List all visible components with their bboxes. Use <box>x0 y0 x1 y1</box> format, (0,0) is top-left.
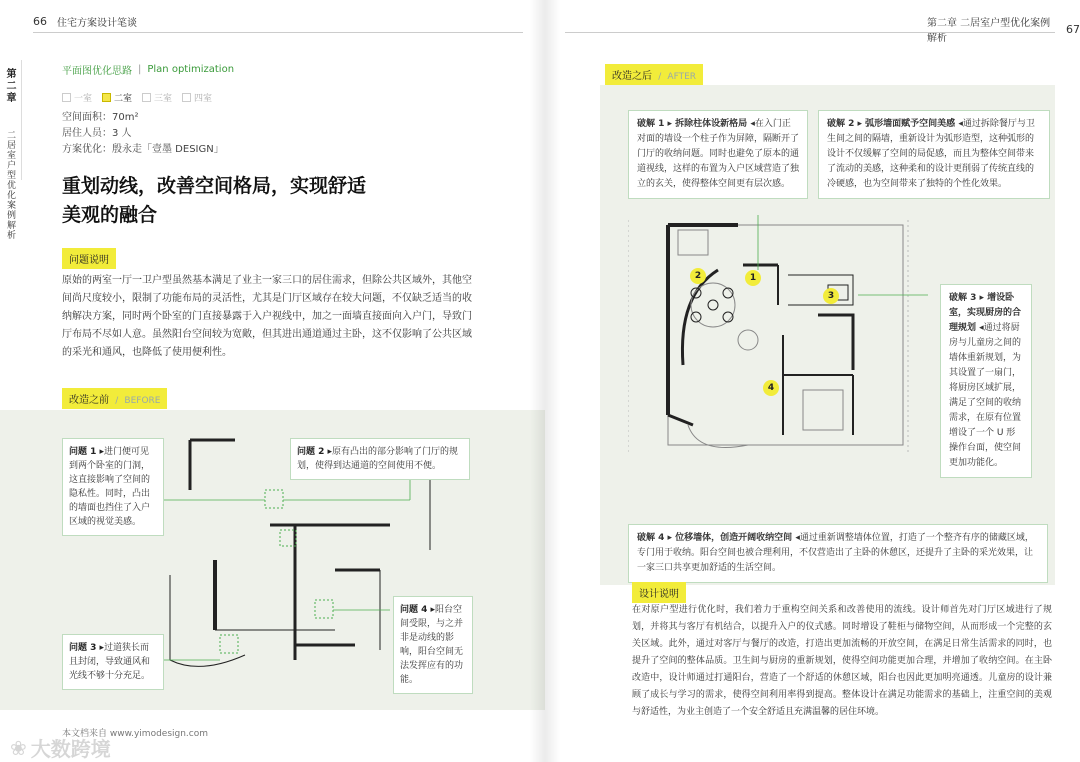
left-page-number: 66 <box>33 15 47 28</box>
after-tag-sep: / <box>658 72 662 82</box>
after-floorplan <box>628 215 928 515</box>
room-label: 一室 <box>74 94 93 104</box>
left-footer: 本文档来自 www.yimodesign.com <box>62 729 209 739</box>
room-option-4 <box>182 91 212 104</box>
note-text: 阳台空间受限，与之并非是动线的影响，阳台空间无法发挥应有的功能。 <box>400 605 464 685</box>
note-text: 原有凸出的部分影响了门厅的规划，使得到达通道的空间使用不便。 <box>297 447 459 471</box>
note-title: 问题 2 ▸ <box>297 447 333 457</box>
kicker-separator: | <box>138 64 142 75</box>
right-header <box>927 14 1080 44</box>
left-header <box>33 14 137 29</box>
right-chapter: 第二章 二居室户型优化案例解析 <box>927 18 1051 44</box>
room-checkbox <box>182 93 191 102</box>
design-tag: 设计说明 <box>632 582 686 603</box>
after-note-2 <box>818 110 1050 199</box>
badge-1: 1 <box>745 270 761 286</box>
note-title: 破解 4 ▸ 位移墙体，创造开阔收纳空间 ◂ <box>637 533 800 543</box>
before-tag-en: BEFORE <box>124 396 161 406</box>
badge-3: 3 <box>823 288 839 304</box>
room-count-selector <box>62 91 212 104</box>
before-note-1 <box>62 438 164 536</box>
design-text: 在对原户型进行优化时，我们着力于重构空间关系和改善使用的流线。设计师首先对门厅区域进行了规划，并将其与客厅有机结合，以提升入户的仪式感。同时增设了鞋柜与储物空间，从而形成一个完整的玄关区域。此外，通过对客厅与餐厅的改造，打造出更加流畅的开放空间，在满足日常生活需求的同时，也提升了空间的整体品质。卫生间与厨房的重新规划，使得空间功能更加合理，并增加了收纳空间。在主卧改造中，设计师通过打通阳台，营造了一个舒适的休憩区域，阳台也因此更加明亮通透。儿童房的设计兼顾了成长与学习的需求，使得空间利用率得到提高。整体设计在满足功能需求的基础上，注重空间的美观与舒适性，为业主创造了一个安全舒适且充满温馨的居住环境。 <box>632 605 1052 717</box>
badge-4: 4 <box>763 380 779 396</box>
page-title <box>62 172 422 230</box>
title-line-1: 重划动线，改善空间格局，实现舒适 <box>62 175 367 197</box>
right-header-rule <box>565 32 1055 33</box>
badge-2: 2 <box>690 268 706 284</box>
before-tag-sep: / <box>115 396 119 406</box>
note-text: 在入门正对面的墙设一个柱子作为屏障，隔断开了门厅的收纳问题。同时也避免了原本的通道视线，这样的布置为入户区域营造了独立的玄关，使得整体空间更有层次感。 <box>637 119 800 189</box>
room-label: 四室 <box>194 94 213 104</box>
after-note-4 <box>628 524 1048 583</box>
project-meta <box>62 110 224 158</box>
room-checkbox <box>62 93 71 102</box>
room-option-1 <box>62 91 92 104</box>
section-kicker <box>62 62 234 77</box>
chapter-side-tab: 第二章 <box>0 60 22 180</box>
problem-tag: 问题说明 <box>62 248 116 269</box>
chapter-side-subtitle: 二居室户型优化案例解析 <box>5 130 15 240</box>
after-tag-en: AFTER <box>667 72 697 82</box>
kicker-zh: 平面图优化思路 <box>62 66 132 77</box>
note-title: 破解 3 ▸ 增设卧室，实现厨房的合理规划 ◂ <box>949 293 1022 333</box>
note-title: 破解 1 ▸ 拆除柱体设新格局 ◂ <box>637 119 755 129</box>
note-title: 问题 1 ▸ <box>69 447 105 457</box>
kicker-en: Plan optimization <box>147 64 235 75</box>
room-checkbox <box>102 93 111 102</box>
room-option-3 <box>142 91 172 104</box>
watermark <box>10 733 111 762</box>
left-header-rule <box>33 32 523 33</box>
before-note-4 <box>393 596 473 694</box>
room-option-2 <box>102 91 132 104</box>
meta-residents: 居住人员：3 人 <box>62 128 132 139</box>
meta-area: 空间面积：70m² <box>62 112 139 123</box>
after-note-3 <box>940 284 1032 478</box>
before-tag <box>62 388 167 409</box>
note-text: 通过拆除餐厅与卫生间之间的隔墙，重新设计为弧形造型，这种弧形的设计不仅缓解了空间的局促感，而且为整体空间带来了流动的美感，这种柔和的设计更削弱了传统直线的冷硬感，也为空间带来了独特的个性化效果。 <box>827 119 1035 189</box>
before-note-3 <box>62 634 164 690</box>
room-checkbox <box>142 93 151 102</box>
meta-designer: 方案优化：殷永走「壹墨 DESIGN」 <box>62 144 224 155</box>
note-text: 通过将厨房与儿童房之间的墙体重新规划，为其设置了一扇门，将厨房区域扩展，满足了空间的收纳需求，在原有位置增设了一个 U 形操作台面，使空间更加功能化。 <box>949 323 1022 468</box>
before-note-2 <box>290 438 470 480</box>
after-note-1 <box>628 110 808 199</box>
watermark-text: 大数跨境 <box>30 737 111 761</box>
note-title: 破解 2 ▸ 弧形墙面赋予空间美感 ◂ <box>827 119 963 129</box>
room-label: 三室 <box>154 94 173 104</box>
watermark-icon: ❀ <box>10 735 27 760</box>
note-text: 进门便可见到两个卧室的门洞，这直接影响了空间的隐私性。同时，凸出的墙面也挡住了入户区域的视觉美感。 <box>69 447 151 527</box>
note-title: 问题 3 ▸ <box>69 643 105 653</box>
problem-text: 原始的两室一厅一卫户型虽然基本满足了业主一家三口的居住需求，但除公共区域外，其他空间尚尺度较小，限制了功能布局的灵活性，尤其是门厅区域存在较大问题，不仅缺乏适当的收纳解决方案，同时两个卧室的门直接暴露于入户视线中，加之一面墙直接面向入户门，导致门厅布局不尽如人意。虽然阳台空间较为宽敞，但其进出通道通过主卧，这不仅影响了公共区域的采光和通风，也降低了使用便利性。 <box>62 275 472 358</box>
right-page-number: 67 <box>1066 22 1080 36</box>
before-tag-zh: 改造之前 <box>69 395 109 406</box>
after-tag-zh: 改造之后 <box>612 71 652 82</box>
after-tag <box>605 64 703 85</box>
title-line-2: 美观的融合 <box>62 204 158 226</box>
note-text: 过道狭长而且封闭，导致通风和光线不够十分充足。 <box>69 643 151 681</box>
note-title: 问题 4 ▸ <box>400 605 436 615</box>
room-label: 二室 <box>114 94 133 104</box>
left-book-title: 住宅方案设计笔谈 <box>57 18 137 29</box>
note-text: 通过重新调整墙体位置，打造了一个整齐有序的储藏区域，专门用于收纳。阳台空间也被合理利用，不仅营造出了主卧的休憩区，还提升了主卧的采光效果，让一家三口共享更加舒适的生活空间。 <box>637 533 1034 573</box>
